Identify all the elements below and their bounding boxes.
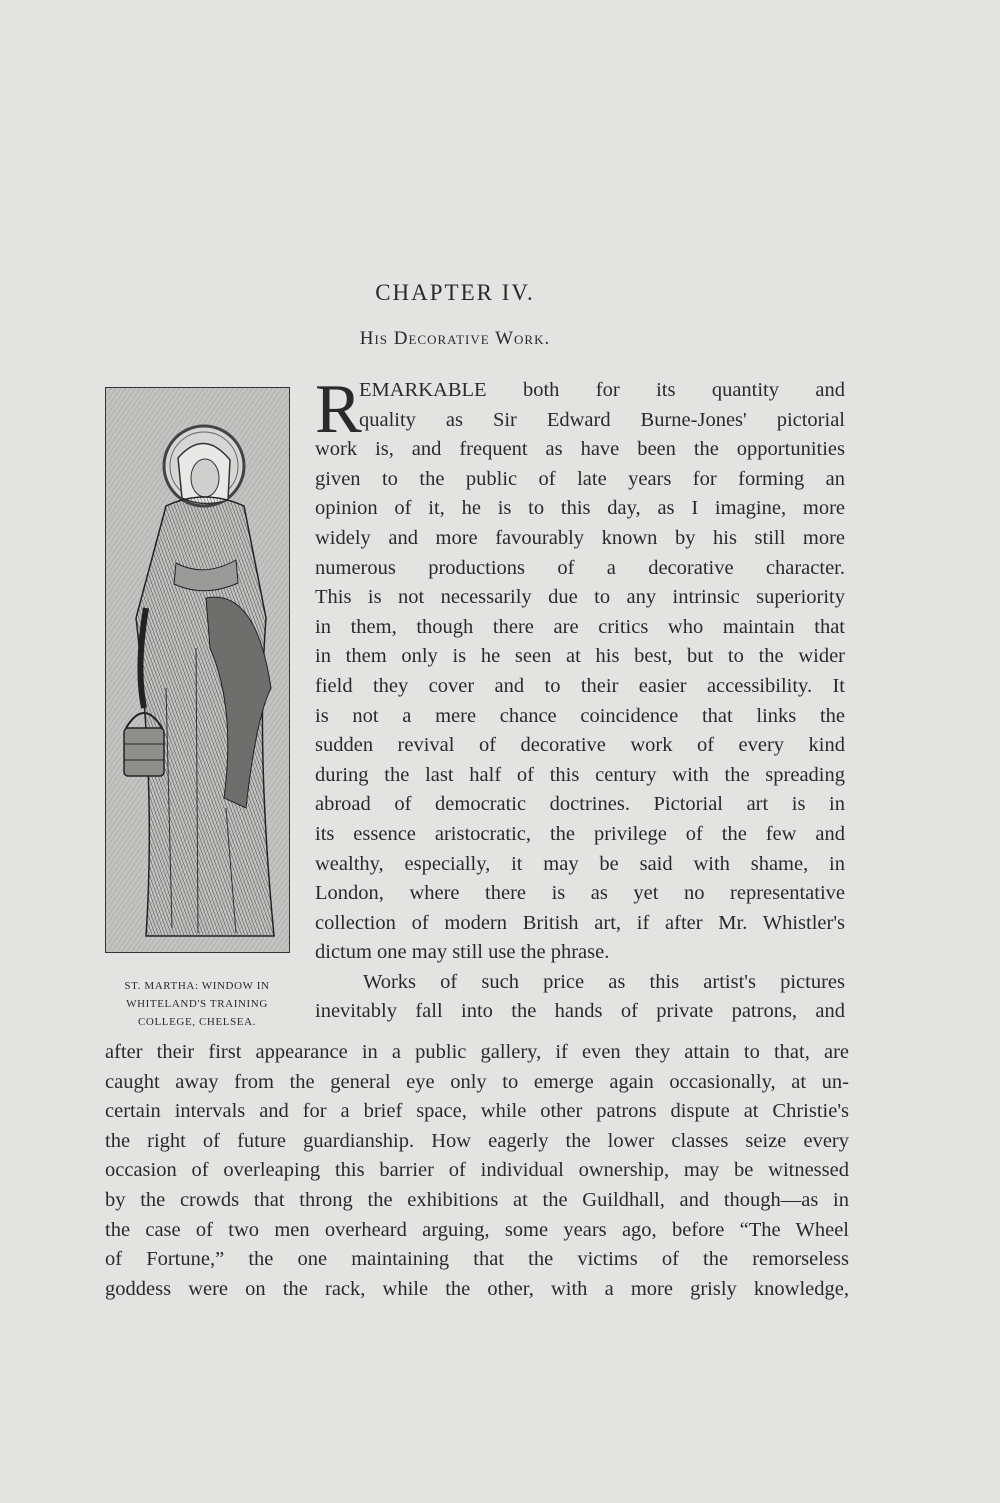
text-line: quality as Sir Edward Burne-Jones' pictorial xyxy=(359,408,845,431)
text-line: is not a mere chance coincidence that links the xyxy=(315,704,845,727)
text-line: work is, and frequent as have been the opportunities xyxy=(315,438,845,461)
caption-line: COLLEGE, CHELSEA. xyxy=(137,1016,257,1028)
text-line: numerous productions of a decorative character. xyxy=(315,556,845,579)
text-line: certain intervals and for a brief space, while other patrons dispute at Christie's xyxy=(105,1100,849,1123)
text-line: goddess were on the rack, while the other, with a more grisly knowledge, xyxy=(105,1277,849,1300)
chapter-title: CHAPTER IV. xyxy=(375,280,535,305)
text-line: field they cover and to their easier accessibility. It xyxy=(315,674,845,697)
text-line: in them, though there are critics who maintain that xyxy=(315,615,845,638)
text-line: by the crowds that throng the exhibitions at the Guildhall, and though—as in xyxy=(105,1188,849,1211)
chapter-subtitle: His Decorative Work. xyxy=(359,328,551,349)
text-line: the right of future guardianship. How eagerly the lower classes seize every xyxy=(105,1129,849,1152)
text-line: sudden revival of decorative work of every kind xyxy=(315,734,845,757)
st-martha-illustration xyxy=(105,387,290,953)
text-line: opinion of it, he is to this day, as I imagine, more xyxy=(315,497,845,520)
text-line: EMARKABLE both for its quantity and xyxy=(359,379,845,401)
drop-cap: R xyxy=(315,371,362,448)
text-line: of Fortune,” the one maintaining that the victims of the remorseless xyxy=(105,1248,849,1271)
text-line: widely and more favourably known by his still more xyxy=(315,526,845,549)
text-line: wealthy, especially, it may be said with shame, in xyxy=(315,852,845,875)
text-line: occasion of overleaping this barrier of individual ownership, may be witnessed xyxy=(105,1159,849,1182)
caption-line: ST. MARTHA: WINDOW IN xyxy=(124,980,270,992)
text-line: Works of such price as this artist's pictures xyxy=(363,970,845,993)
full-width-text xyxy=(105,1038,849,1304)
figure-caption xyxy=(98,977,296,1031)
text-line: dictum one may still use the phrase. xyxy=(315,941,610,964)
text-line: during the last half of this century with the spreading xyxy=(315,763,845,786)
text-line: inevitably fall into the hands of private patrons, and xyxy=(315,1000,845,1023)
column-text xyxy=(315,371,845,1027)
text-line: London, where there is as yet no representative xyxy=(315,882,845,905)
text-line: caught away from the general eye only to emerge again occasionally, at un- xyxy=(105,1070,849,1093)
text-line: after their first appearance in a public gallery, if even they attain to that, are xyxy=(105,1041,849,1063)
text-line: abroad of democratic doctrines. Pictorial art is in xyxy=(315,793,845,816)
text-line: its essence aristocratic, the privilege of the few and xyxy=(315,822,845,845)
text-line: This is not necessarily due to any intrinsic superiority xyxy=(315,586,845,609)
text-line: given to the public of late years for forming an xyxy=(315,467,845,490)
text-line: collection of modern British art, if after Mr. Whistler's xyxy=(315,911,845,934)
text-line: the case of two men overheard arguing, some years ago, before “The Wheel xyxy=(105,1218,849,1241)
caption-line: WHITELAND'S TRAINING xyxy=(126,998,268,1010)
text-line: in them only is he seen at his best, but to the wider xyxy=(315,645,845,668)
